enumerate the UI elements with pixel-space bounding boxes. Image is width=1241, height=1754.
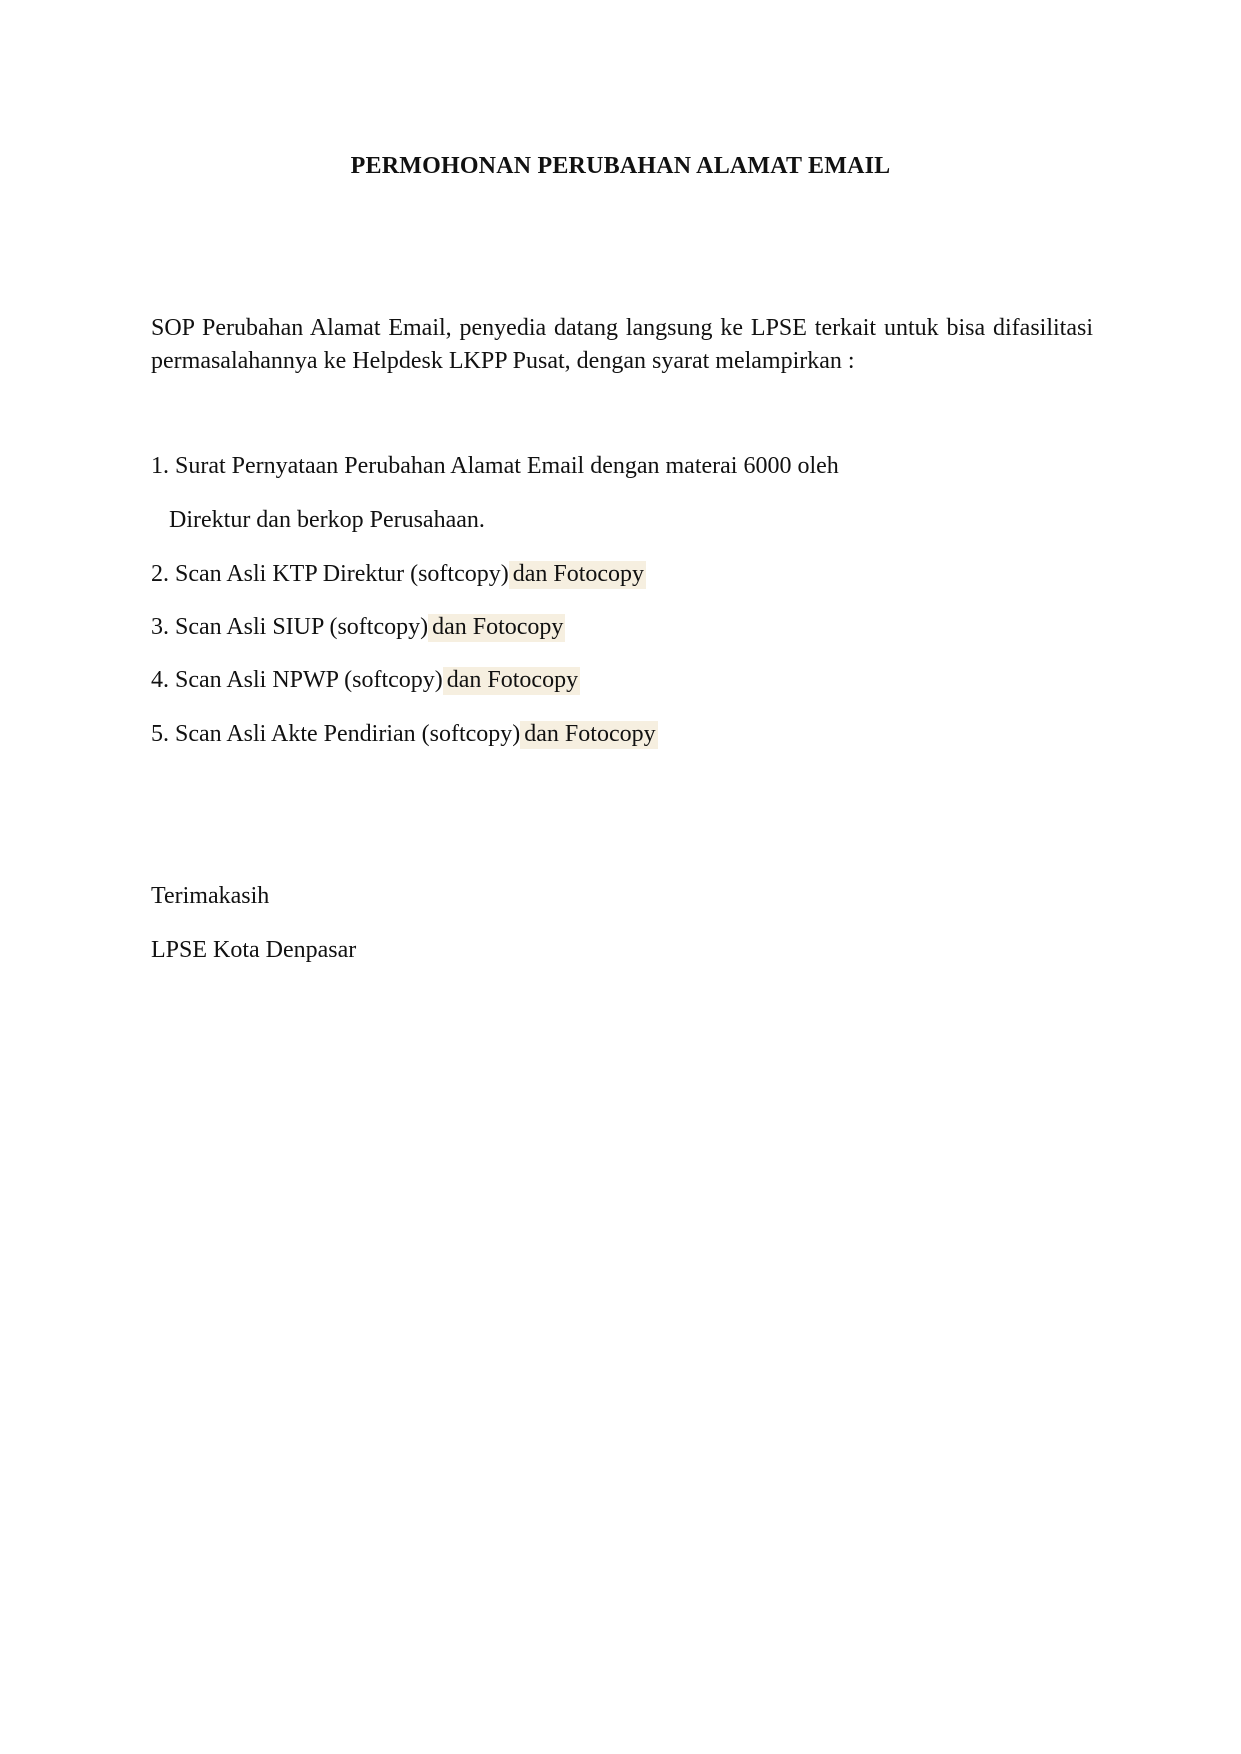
requirement-item-1: 1. Surat Pernyataan Perubahan Alamat Email dengan materai 6000 oleh <box>151 453 839 479</box>
highlighted-text: dan Fotocopy <box>443 667 580 695</box>
requirement-text: 5. Scan Asli Akte Pendirian (softcopy) <box>151 721 521 747</box>
requirement-item-1-continued: Direktur dan berkop Perusahaan. <box>169 507 485 533</box>
requirement-text: 2. Scan Asli KTP Direktur (softcopy) <box>151 561 509 587</box>
requirement-text: 4. Scan Asli NPWP (softcopy) <box>151 667 443 693</box>
closing-text: Terimakasih <box>151 883 270 909</box>
requirement-item-3 <box>151 611 565 643</box>
document-title: PERMOHONAN PERUBAHAN ALAMAT EMAIL <box>350 153 891 179</box>
intro-paragraph: SOP Perubahan Alamat Email, penyedia datang langsung ke LPSE terkait untuk bisa difasilitasi permasalahannya ke Helpdesk LKPP Pusat, dengan syarat melampirkan : <box>151 315 1093 374</box>
requirement-item-5 <box>151 718 658 750</box>
requirement-item-2 <box>151 558 646 590</box>
signature-text: LPSE Kota Denpasar <box>151 937 357 963</box>
requirement-item-4 <box>151 664 580 696</box>
requirement-text: 3. Scan Asli SIUP (softcopy) <box>151 614 429 640</box>
highlighted-text: dan Fotocopy <box>520 721 657 749</box>
highlighted-text: dan Fotocopy <box>428 614 565 642</box>
highlighted-text: dan Fotocopy <box>509 561 646 589</box>
